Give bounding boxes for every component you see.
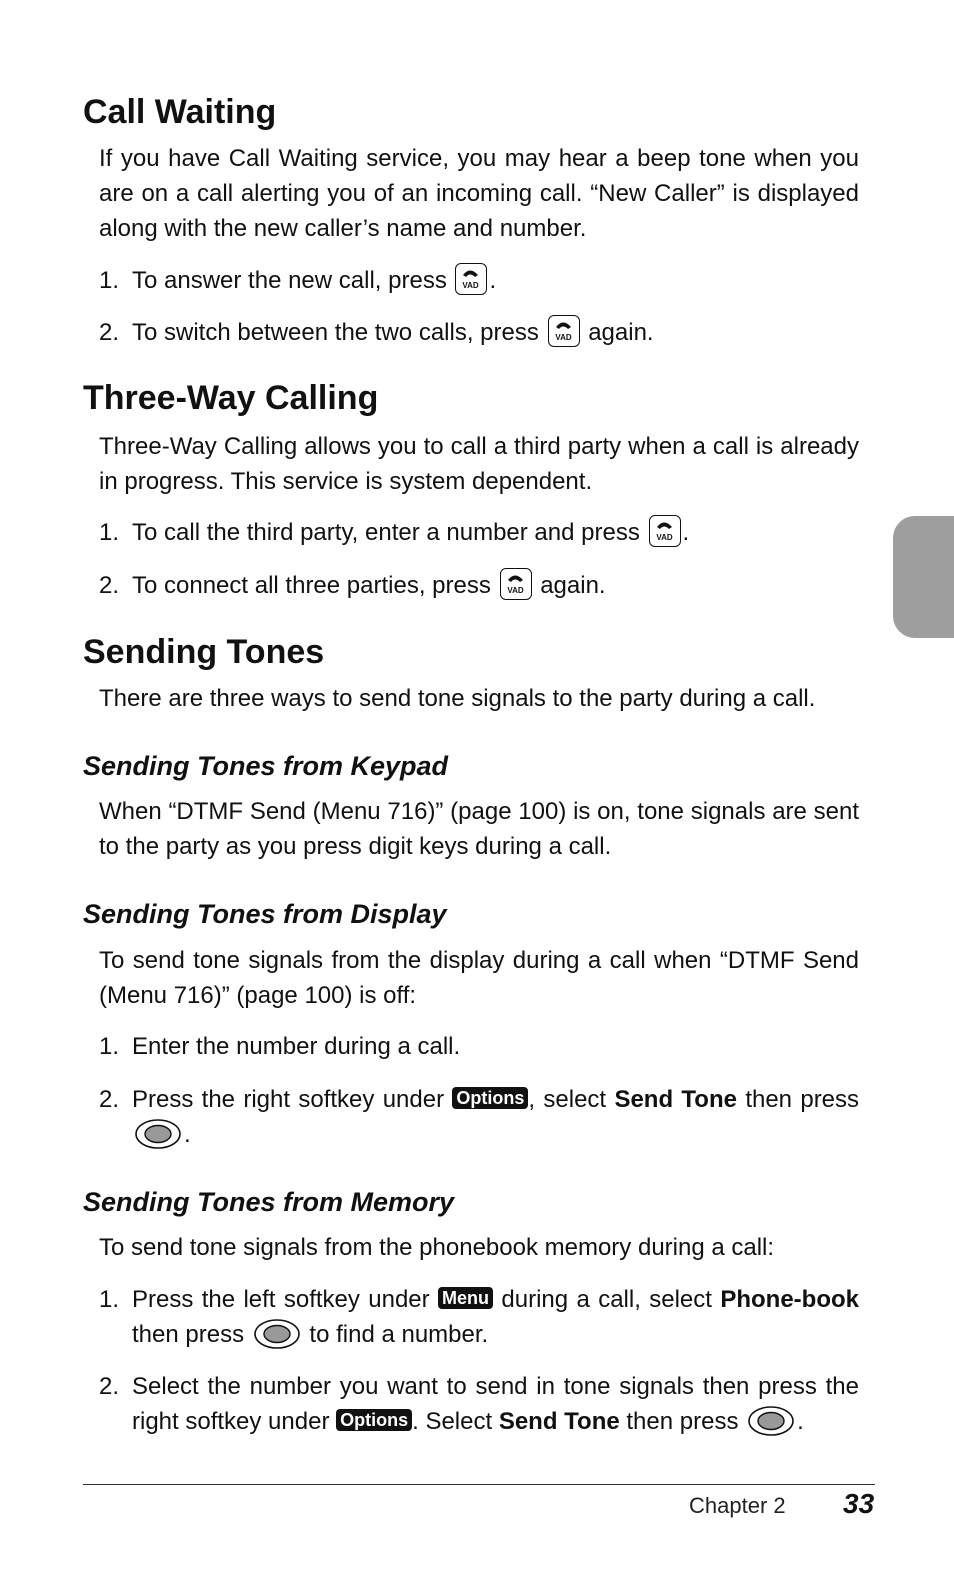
ok-key-icon: [253, 1318, 301, 1350]
send-tone-label: Send Tone: [498, 1408, 620, 1435]
footer-rule: [83, 1484, 875, 1485]
phonebook-label: Phone-book: [720, 1286, 859, 1313]
send-vad-key-icon: [649, 515, 681, 547]
step-number: 1.: [99, 1286, 120, 1313]
step-text-end: .: [184, 1121, 191, 1148]
step-text: , select: [528, 1086, 607, 1113]
step-text: during a call, select: [501, 1286, 712, 1313]
step-text: To connect all three parties, press: [132, 572, 491, 599]
options-softkey-label: Options: [336, 1409, 412, 1431]
step-text: Press the left softkey under: [132, 1286, 430, 1313]
step-text: then press: [132, 1321, 245, 1348]
three-way-intro: Three-Way Calling allows you to call a third party when a call is already in progress. This service is system dependent.: [99, 433, 859, 495]
display-step-1: [99, 1029, 859, 1064]
step-number: 2.: [99, 572, 120, 599]
step-text-end: to find a number.: [309, 1321, 489, 1348]
memory-step-1: [99, 1282, 859, 1352]
step-text-end: .: [682, 519, 690, 546]
step-text: then press: [745, 1086, 860, 1113]
step-text: To switch between the two calls, press: [132, 319, 539, 346]
three-way-step-2: [99, 568, 859, 603]
step-text: Enter the number during a call.: [132, 1033, 461, 1060]
call-waiting-heading: Call Waiting: [83, 93, 277, 131]
ok-key-icon: [134, 1118, 182, 1150]
step-text: then press: [626, 1408, 739, 1435]
sending-tones-intro: There are three ways to send tone signals to the party during a call.: [99, 685, 816, 712]
sending-tones-heading: Sending Tones: [83, 633, 325, 671]
step-text-end: again.: [540, 572, 606, 599]
footer-chapter: Chapter 2: [689, 1493, 786, 1518]
step-text-end: .: [489, 267, 497, 294]
step-text: Select the number you want to send in tone signals then press the right softkey under: [132, 1373, 859, 1435]
three-way-heading: Three-Way Calling: [83, 379, 379, 417]
step-text: Press the right softkey under: [132, 1086, 445, 1113]
call-waiting-step-1: [99, 263, 859, 298]
step-text-end: again.: [588, 319, 654, 346]
call-waiting-step-2: [99, 315, 859, 350]
display-text: To send tone signals from the display during a call when “DTMF Send (Menu 716)” (page 100) is off:: [99, 947, 859, 1009]
step-number: 2.: [99, 319, 120, 346]
display-subheading: Sending Tones from Display: [83, 899, 447, 929]
three-way-step-1: [99, 515, 859, 550]
send-tone-label: Send Tone: [614, 1086, 737, 1113]
step-number: 2.: [99, 1373, 120, 1400]
step-number: 2.: [99, 1086, 120, 1113]
menu-softkey-label: Menu: [438, 1287, 493, 1309]
memory-step-2: [99, 1369, 859, 1439]
send-vad-key-icon: [548, 315, 580, 347]
call-waiting-intro: If you have Call Waiting service, you may hear a beep tone when you are on a call alerting you of an incoming call. “New Caller” is displayed along with the new caller’s name and number.: [99, 145, 859, 242]
step-text-end: .: [797, 1408, 804, 1435]
svg-text:VAD: VAD: [554, 333, 572, 342]
send-vad-key-icon: [500, 568, 532, 600]
send-vad-key-icon: [455, 263, 487, 295]
ok-key-icon: [747, 1405, 795, 1437]
chapter-thumb-tab: [893, 516, 954, 638]
memory-subheading: Sending Tones from Memory: [83, 1187, 455, 1217]
options-softkey-label: Options: [452, 1087, 528, 1109]
step-text: To answer the new call, press: [132, 267, 447, 294]
keypad-text: When “DTMF Send (Menu 716)” (page 100) is on, tone signals are sent to the party as you press digit keys during a call.: [99, 798, 859, 860]
svg-text:VAD: VAD: [462, 281, 480, 290]
step-number: 1.: [99, 1033, 120, 1060]
step-number: 1.: [99, 519, 120, 546]
keypad-subheading: Sending Tones from Keypad: [83, 751, 449, 781]
svg-text:VAD: VAD: [655, 533, 673, 542]
page-number: 33: [843, 1488, 875, 1519]
memory-text: To send tone signals from the phonebook memory during a call:: [99, 1234, 775, 1261]
svg-text:VAD: VAD: [506, 586, 524, 595]
step-text: To call the third party, enter a number and press: [132, 519, 640, 546]
step-text: . Select: [412, 1408, 493, 1435]
display-step-2: [99, 1082, 859, 1152]
step-number: 1.: [99, 267, 120, 294]
